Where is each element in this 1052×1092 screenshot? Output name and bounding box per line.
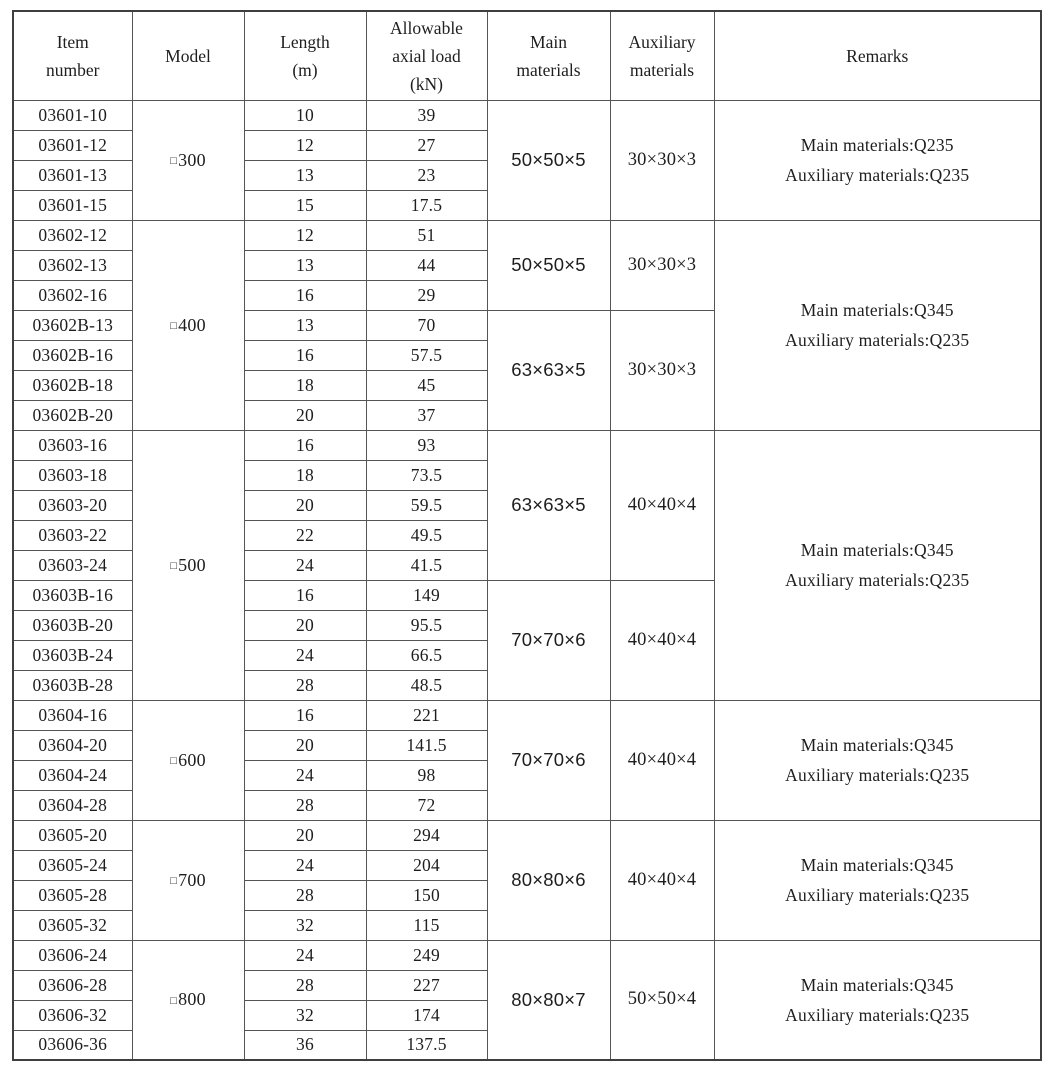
axial-load-cell: 23 (366, 160, 487, 190)
header-line: Allowable (390, 17, 463, 38)
square-symbol: □ (170, 560, 178, 573)
item-number-cell: 03603B-28 (13, 670, 132, 700)
axial-load-cell: 249 (366, 940, 487, 970)
remarks-line: Main materials:Q345 (800, 735, 954, 755)
main-material-cell: 50×50×5 (487, 100, 610, 220)
remarks-line: Main materials:Q235 (800, 135, 954, 155)
square-symbol: □ (170, 755, 178, 768)
item-number-cell: 03602-13 (13, 250, 132, 280)
model-number: 700 (178, 869, 206, 890)
length-cell: 16 (244, 700, 366, 730)
length-cell: 16 (244, 430, 366, 460)
item-number-cell: 03601-15 (13, 190, 132, 220)
length-cell: 13 (244, 250, 366, 280)
axial-load-cell: 221 (366, 700, 487, 730)
model-cell (132, 430, 244, 700)
length-cell: 20 (244, 490, 366, 520)
model-number: 300 (178, 149, 206, 170)
remarks-line: Main materials:Q345 (800, 300, 954, 320)
item-number-cell: 03603-20 (13, 490, 132, 520)
table-row (13, 220, 1041, 250)
item-number-cell: 03605-28 (13, 880, 132, 910)
main-material-cell: 63×63×5 (487, 310, 610, 430)
col-header-model (132, 11, 244, 100)
axial-load-cell: 70 (366, 310, 487, 340)
length-cell: 20 (244, 730, 366, 760)
length-cell: 10 (244, 100, 366, 130)
length-cell: 28 (244, 880, 366, 910)
col-header-auxiliary-materials (610, 11, 714, 100)
axial-load-cell: 149 (366, 580, 487, 610)
remarks-cell (714, 820, 1041, 940)
col-header-allowable-axial-load (366, 11, 487, 100)
col-header-length (244, 11, 366, 100)
header-line: (kN) (409, 73, 444, 94)
length-cell: 12 (244, 130, 366, 160)
header-line: Auxiliary (628, 31, 696, 52)
axial-load-cell: 72 (366, 790, 487, 820)
aux-material-cell: 30×30×3 (610, 220, 714, 310)
model-number: 400 (178, 314, 206, 335)
axial-load-cell: 17.5 (366, 190, 487, 220)
header-line: Main (530, 31, 567, 52)
axial-load-cell: 44 (366, 250, 487, 280)
axial-load-cell: 174 (366, 1000, 487, 1030)
header-line: materials (629, 59, 695, 80)
item-number-cell: 03606-36 (13, 1030, 132, 1060)
axial-load-cell: 29 (366, 280, 487, 310)
model-cell (132, 940, 244, 1060)
remarks-cell (714, 940, 1041, 1060)
square-symbol: □ (170, 155, 178, 168)
header-line: materials (516, 59, 581, 80)
length-cell: 12 (244, 220, 366, 250)
main-material-cell: 50×50×5 (487, 220, 610, 310)
axial-load-cell: 51 (366, 220, 487, 250)
square-symbol: □ (170, 875, 178, 888)
item-number-cell: 03603-18 (13, 460, 132, 490)
length-cell: 13 (244, 310, 366, 340)
length-cell: 36 (244, 1030, 366, 1060)
remarks-line: Auxiliary materials:Q235 (785, 1004, 970, 1025)
header-line: Item (56, 31, 89, 52)
main-material-cell: 70×70×6 (487, 580, 610, 700)
table-body (13, 100, 1041, 1060)
main-material-cell: 70×70×6 (487, 700, 610, 820)
aux-material-cell: 50×50×4 (610, 940, 714, 1060)
axial-load-cell: 204 (366, 850, 487, 880)
axial-load-cell: 150 (366, 880, 487, 910)
aux-material-cell: 40×40×4 (610, 430, 714, 580)
item-number-cell: 03606-24 (13, 940, 132, 970)
model-number: 600 (178, 749, 206, 770)
item-number-cell: 03604-24 (13, 760, 132, 790)
axial-load-cell: 66.5 (366, 640, 487, 670)
length-cell: 20 (244, 400, 366, 430)
axial-load-cell: 227 (366, 970, 487, 1000)
model-cell (132, 820, 244, 940)
length-cell: 24 (244, 760, 366, 790)
length-cell: 20 (244, 610, 366, 640)
remarks-line: Auxiliary materials:Q235 (785, 570, 970, 590)
axial-load-cell: 48.5 (366, 670, 487, 700)
remarks-line: Auxiliary materials:Q235 (785, 165, 970, 185)
model-cell (132, 700, 244, 820)
remarks-cell (714, 430, 1041, 700)
item-number-cell: 03604-20 (13, 730, 132, 760)
main-material-cell: 80×80×7 (487, 940, 610, 1060)
table-row (13, 940, 1041, 970)
axial-load-cell: 95.5 (366, 610, 487, 640)
table-row (13, 100, 1041, 130)
item-number-cell: 03603-22 (13, 520, 132, 550)
length-cell: 28 (244, 790, 366, 820)
length-cell: 28 (244, 970, 366, 1000)
length-cell: 32 (244, 1000, 366, 1030)
item-number-cell: 03603B-24 (13, 640, 132, 670)
square-symbol: □ (170, 320, 178, 333)
model-cell (132, 100, 244, 220)
item-number-cell: 03604-28 (13, 790, 132, 820)
remarks-line: Auxiliary materials:Q235 (785, 885, 970, 905)
item-number-cell: 03603-24 (13, 550, 132, 580)
item-number-cell: 03603B-20 (13, 610, 132, 640)
axial-load-cell: 27 (366, 130, 487, 160)
aux-material-cell: 40×40×4 (610, 580, 714, 700)
table-row (13, 700, 1041, 730)
length-cell: 24 (244, 940, 366, 970)
item-number-cell: 03605-32 (13, 910, 132, 940)
item-number-cell: 03602B-16 (13, 340, 132, 370)
axial-load-cell: 49.5 (366, 520, 487, 550)
aux-material-cell: 30×30×3 (610, 100, 714, 220)
axial-load-cell: 137.5 (366, 1030, 487, 1060)
length-cell: 18 (244, 370, 366, 400)
item-number-cell: 03603B-16 (13, 580, 132, 610)
item-number-cell: 03602B-13 (13, 310, 132, 340)
remarks-line: Auxiliary materials:Q235 (785, 765, 970, 785)
remarks-line: Main materials:Q345 (800, 974, 954, 995)
item-number-cell: 03602B-18 (13, 370, 132, 400)
item-number-cell: 03605-24 (13, 850, 132, 880)
length-cell: 16 (244, 280, 366, 310)
remarks-cell (714, 700, 1041, 820)
main-material-cell: 63×63×5 (487, 430, 610, 580)
header-row (13, 11, 1041, 100)
axial-load-cell: 37 (366, 400, 487, 430)
axial-load-cell: 98 (366, 760, 487, 790)
item-number-cell: 03602-12 (13, 220, 132, 250)
axial-load-cell: 115 (366, 910, 487, 940)
length-cell: 20 (244, 820, 366, 850)
axial-load-cell: 93 (366, 430, 487, 460)
length-cell: 28 (244, 670, 366, 700)
item-number-cell: 03602B-20 (13, 400, 132, 430)
col-header-remarks (714, 11, 1041, 100)
axial-load-cell: 73.5 (366, 460, 487, 490)
table-header (13, 11, 1041, 100)
aux-material-cell: 40×40×4 (610, 820, 714, 940)
item-number-cell: 03606-32 (13, 1000, 132, 1030)
header-line: (m) (292, 59, 318, 80)
item-number-cell: 03601-12 (13, 130, 132, 160)
header-line: axial load (392, 45, 461, 66)
remarks-cell (714, 220, 1041, 430)
table-row (13, 430, 1041, 460)
length-cell: 18 (244, 460, 366, 490)
length-cell: 16 (244, 580, 366, 610)
axial-load-cell: 41.5 (366, 550, 487, 580)
length-cell: 16 (244, 340, 366, 370)
header-line: Remarks (846, 45, 909, 66)
model-number: 800 (178, 989, 206, 1010)
square-symbol: □ (170, 995, 178, 1008)
length-cell: 13 (244, 160, 366, 190)
model-cell (132, 220, 244, 430)
axial-load-cell: 45 (366, 370, 487, 400)
axial-load-cell: 141.5 (366, 730, 487, 760)
axial-load-cell: 57.5 (366, 340, 487, 370)
length-cell: 22 (244, 520, 366, 550)
axial-load-cell: 59.5 (366, 490, 487, 520)
item-number-cell: 03602-16 (13, 280, 132, 310)
axial-load-cell: 39 (366, 100, 487, 130)
header-line: Model (165, 45, 211, 66)
remarks-line: Auxiliary materials:Q235 (785, 330, 970, 350)
remarks-line: Main materials:Q345 (800, 540, 954, 560)
aux-material-cell: 40×40×4 (610, 700, 714, 820)
item-number-cell: 03601-13 (13, 160, 132, 190)
length-cell: 24 (244, 550, 366, 580)
item-number-cell: 03603-16 (13, 430, 132, 460)
model-number: 500 (178, 554, 206, 575)
item-number-cell: 03605-20 (13, 820, 132, 850)
item-number-cell: 03604-16 (13, 700, 132, 730)
item-number-cell: 03606-28 (13, 970, 132, 1000)
table-row (13, 820, 1041, 850)
item-number-cell: 03601-10 (13, 100, 132, 130)
header-line: Length (280, 31, 330, 52)
length-cell: 15 (244, 190, 366, 220)
length-cell: 24 (244, 640, 366, 670)
length-cell: 24 (244, 850, 366, 880)
col-header-main-materials (487, 11, 610, 100)
header-line: number (46, 59, 100, 80)
remarks-cell (714, 100, 1041, 220)
col-header-item-number (13, 11, 132, 100)
main-material-cell: 80×80×6 (487, 820, 610, 940)
aux-material-cell: 30×30×3 (610, 310, 714, 430)
length-cell: 32 (244, 910, 366, 940)
axial-load-cell: 294 (366, 820, 487, 850)
specifications-table (12, 10, 1042, 1061)
remarks-line: Main materials:Q345 (800, 855, 954, 875)
